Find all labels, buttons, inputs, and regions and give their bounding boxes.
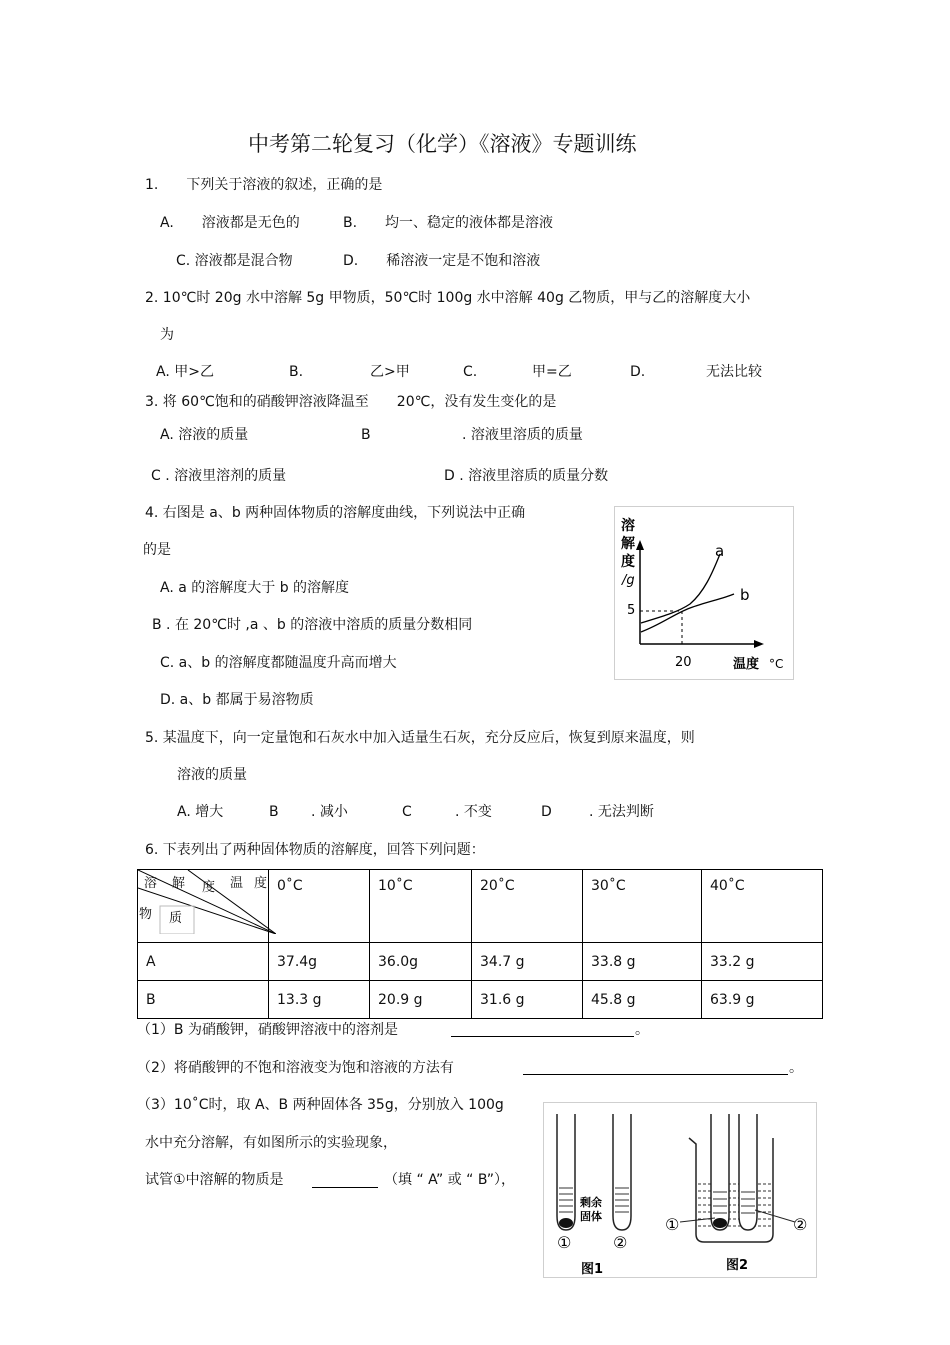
- graph-xunit: °C: [769, 657, 784, 671]
- table-cell: 36.0g: [370, 943, 472, 981]
- question-1-stem: 1. 下列关于溶液的叙述，正确的是: [145, 177, 383, 193]
- table-header-temp: 20˚C: [472, 870, 583, 943]
- table-cell: 34.7 g: [472, 943, 583, 981]
- graph-ylabel-1: 溶: [621, 518, 635, 534]
- figure-1-tube-2-label: ②: [613, 1233, 628, 1252]
- question-6-sub-1-end: 。: [635, 1022, 649, 1038]
- residue-label-line-2: 固体: [580, 1210, 602, 1223]
- table-cell: 20.9 g: [370, 981, 472, 1019]
- question-3-option-a: A. 溶液的质量: [160, 427, 249, 443]
- question-1-option-a: A. 溶液都是无色的: [160, 215, 300, 231]
- corner-char: 质: [169, 911, 183, 926]
- graph-ylabel-unit: /g: [622, 573, 635, 588]
- question-2-option-c: C.: [463, 364, 478, 380]
- question-6-sub-2-end: 。: [789, 1060, 803, 1076]
- question-2-option-c-text: 甲=乙: [532, 364, 572, 380]
- question-5-option-d: D: [541, 804, 552, 820]
- answer-blank-2[interactable]: [523, 1073, 788, 1075]
- table-row: [138, 943, 823, 981]
- question-3-option-b: B: [361, 427, 371, 443]
- figure-2-tube-1-label: ①: [665, 1215, 680, 1234]
- question-3-option-c: C . 溶液里溶剂的质量: [151, 468, 287, 484]
- question-5-stem: 5. 某温度下，向一定量饱和石灰水中加入适量生石灰，充分反应后，恢复到原来温度，则: [145, 730, 695, 746]
- question-1-option-d: D. 稀溶液一定是不饱和溶液: [343, 253, 541, 269]
- page-title: 中考第二轮复习（化学）《溶液》专题训练: [248, 132, 637, 156]
- corner-char: 度: [202, 880, 216, 895]
- table-row-label: B: [138, 981, 269, 1019]
- table-cell: 33.2 g: [702, 943, 823, 981]
- graph-ylabel-2: 解: [621, 536, 635, 552]
- solubility-curve-figure: [614, 506, 794, 680]
- question-6-sub-3: （3）10˚C时，取 A、B 两种固体各 35g，分别放入 100g: [137, 1097, 504, 1113]
- answer-blank-1[interactable]: [451, 1035, 634, 1037]
- residue-label-line-1: 剩余: [580, 1196, 602, 1209]
- corner-char: 物: [139, 907, 153, 922]
- question-4-option-a: A. a 的溶解度大于 b 的溶解度: [160, 580, 350, 596]
- question-5-stem-cont: 溶液的质量: [177, 767, 247, 783]
- table-header-row: [138, 870, 823, 943]
- figure-1-caption: 图1: [581, 1262, 604, 1277]
- table-row: [138, 981, 823, 1019]
- table-row-label: A: [138, 943, 269, 981]
- table-cell: 31.6 g: [472, 981, 583, 1019]
- question-2-option-d: D.: [630, 364, 646, 380]
- figure-2-tube-1: [711, 1114, 729, 1230]
- question-2-option-b: B.: [289, 364, 304, 380]
- curve-a-label: a: [715, 542, 725, 560]
- corner-char: 溶: [144, 876, 158, 891]
- table-header-temp: 0˚C: [269, 870, 370, 943]
- corner-char: 度: [254, 876, 268, 891]
- graph-xlabel: 温度: [733, 657, 760, 672]
- question-5-option-c: C: [402, 804, 412, 820]
- question-4-option-b: B . 在 20℃时 ,a 、b 的溶液中溶质的质量分数相同: [152, 617, 473, 633]
- question-5-option-b-text: . 减小: [311, 804, 348, 820]
- solubility-table: [137, 869, 823, 1019]
- question-5-option-b: B: [269, 804, 279, 820]
- question-1-option-b: B. 均一、稳定的液体都是溶液: [343, 215, 554, 231]
- table-cell: 13.3 g: [269, 981, 370, 1019]
- table-cell: 45.8 g: [583, 981, 702, 1019]
- table-header-temp: 40˚C: [702, 870, 823, 943]
- table-cell: 37.4g: [269, 943, 370, 981]
- question-5-option-d-text: . 无法判断: [589, 804, 654, 820]
- corner-char: 解: [172, 876, 186, 891]
- question-4-option-c: C. a、b 的溶解度都随温度升高而增大: [160, 655, 397, 671]
- figure-1-tube-1-label: ①: [557, 1233, 572, 1252]
- question-2-stem-cont: 为: [160, 327, 174, 343]
- test-tube-figure: [543, 1102, 817, 1278]
- question-6-sub-1: （1）B 为硝酸钾，硝酸钾溶液中的溶剂是: [137, 1022, 398, 1038]
- table-header-temp: 10˚C: [370, 870, 472, 943]
- question-4-option-d: D. a、b 都属于易溶物质: [160, 692, 314, 708]
- figure-2-tube-2: [739, 1114, 757, 1230]
- figure-2-caption: 图2: [726, 1258, 749, 1273]
- question-6-sub-3-hint: （填 “ A” 或 “ B”），: [384, 1172, 515, 1188]
- question-1-option-c: C. 溶液都是混合物: [176, 253, 293, 269]
- curve-b-label: b: [740, 586, 750, 604]
- question-2-option-b-text: 乙>甲: [370, 364, 410, 380]
- table-corner-cell: [138, 870, 269, 943]
- table-cell: 33.8 g: [583, 943, 702, 981]
- figure-2-tube-2-label: ②: [793, 1215, 808, 1234]
- question-6-sub-3-prompt: 试管①中溶解的物质是: [145, 1172, 284, 1188]
- graph-y-tick-label: 5: [627, 603, 636, 618]
- table-cell: 63.9 g: [702, 981, 823, 1019]
- question-3-option-b-text: . 溶液里溶质的质量: [462, 427, 583, 443]
- question-2-stem: 2. 10℃时 20g 水中溶解 5g 甲物质，50℃时 100g 水中溶解 40g 乙物质，甲与乙的溶解度大小: [145, 290, 751, 306]
- question-5-option-a: A. 增大: [177, 804, 224, 820]
- question-4-stem-cont: 的是: [143, 542, 171, 558]
- question-4-stem: 4. 右图是 a、b 两种固体物质的溶解度曲线，下列说法中正确: [145, 505, 526, 521]
- table-header-temp: 30˚C: [583, 870, 702, 943]
- corner-char: 温: [230, 876, 244, 891]
- graph-ylabel-3: 度: [621, 554, 635, 570]
- question-6-sub-2: （2）将硝酸钾的不饱和溶液变为饱和溶液的方法有: [137, 1060, 454, 1076]
- question-2-option-a: A. 甲>乙: [156, 364, 214, 380]
- question-3-stem: 3. 将 60℃饱和的硝酸钾溶液降温至 20℃，没有发生变化的是: [145, 394, 557, 410]
- answer-blank-3[interactable]: [312, 1186, 378, 1188]
- question-3-option-d: D . 溶液里溶质的质量分数: [444, 468, 609, 484]
- question-6-stem: 6. 下表列出了两种固体物质的溶解度，回答下列问题：: [145, 842, 485, 858]
- question-6-sub-3-cont: 水中充分溶解，有如图所示的实验现象，: [145, 1135, 397, 1151]
- graph-x-tick-label: 20: [675, 655, 692, 670]
- question-5-option-c-text: . 不变: [455, 804, 492, 820]
- question-2-option-d-text: 无法比较: [706, 364, 762, 380]
